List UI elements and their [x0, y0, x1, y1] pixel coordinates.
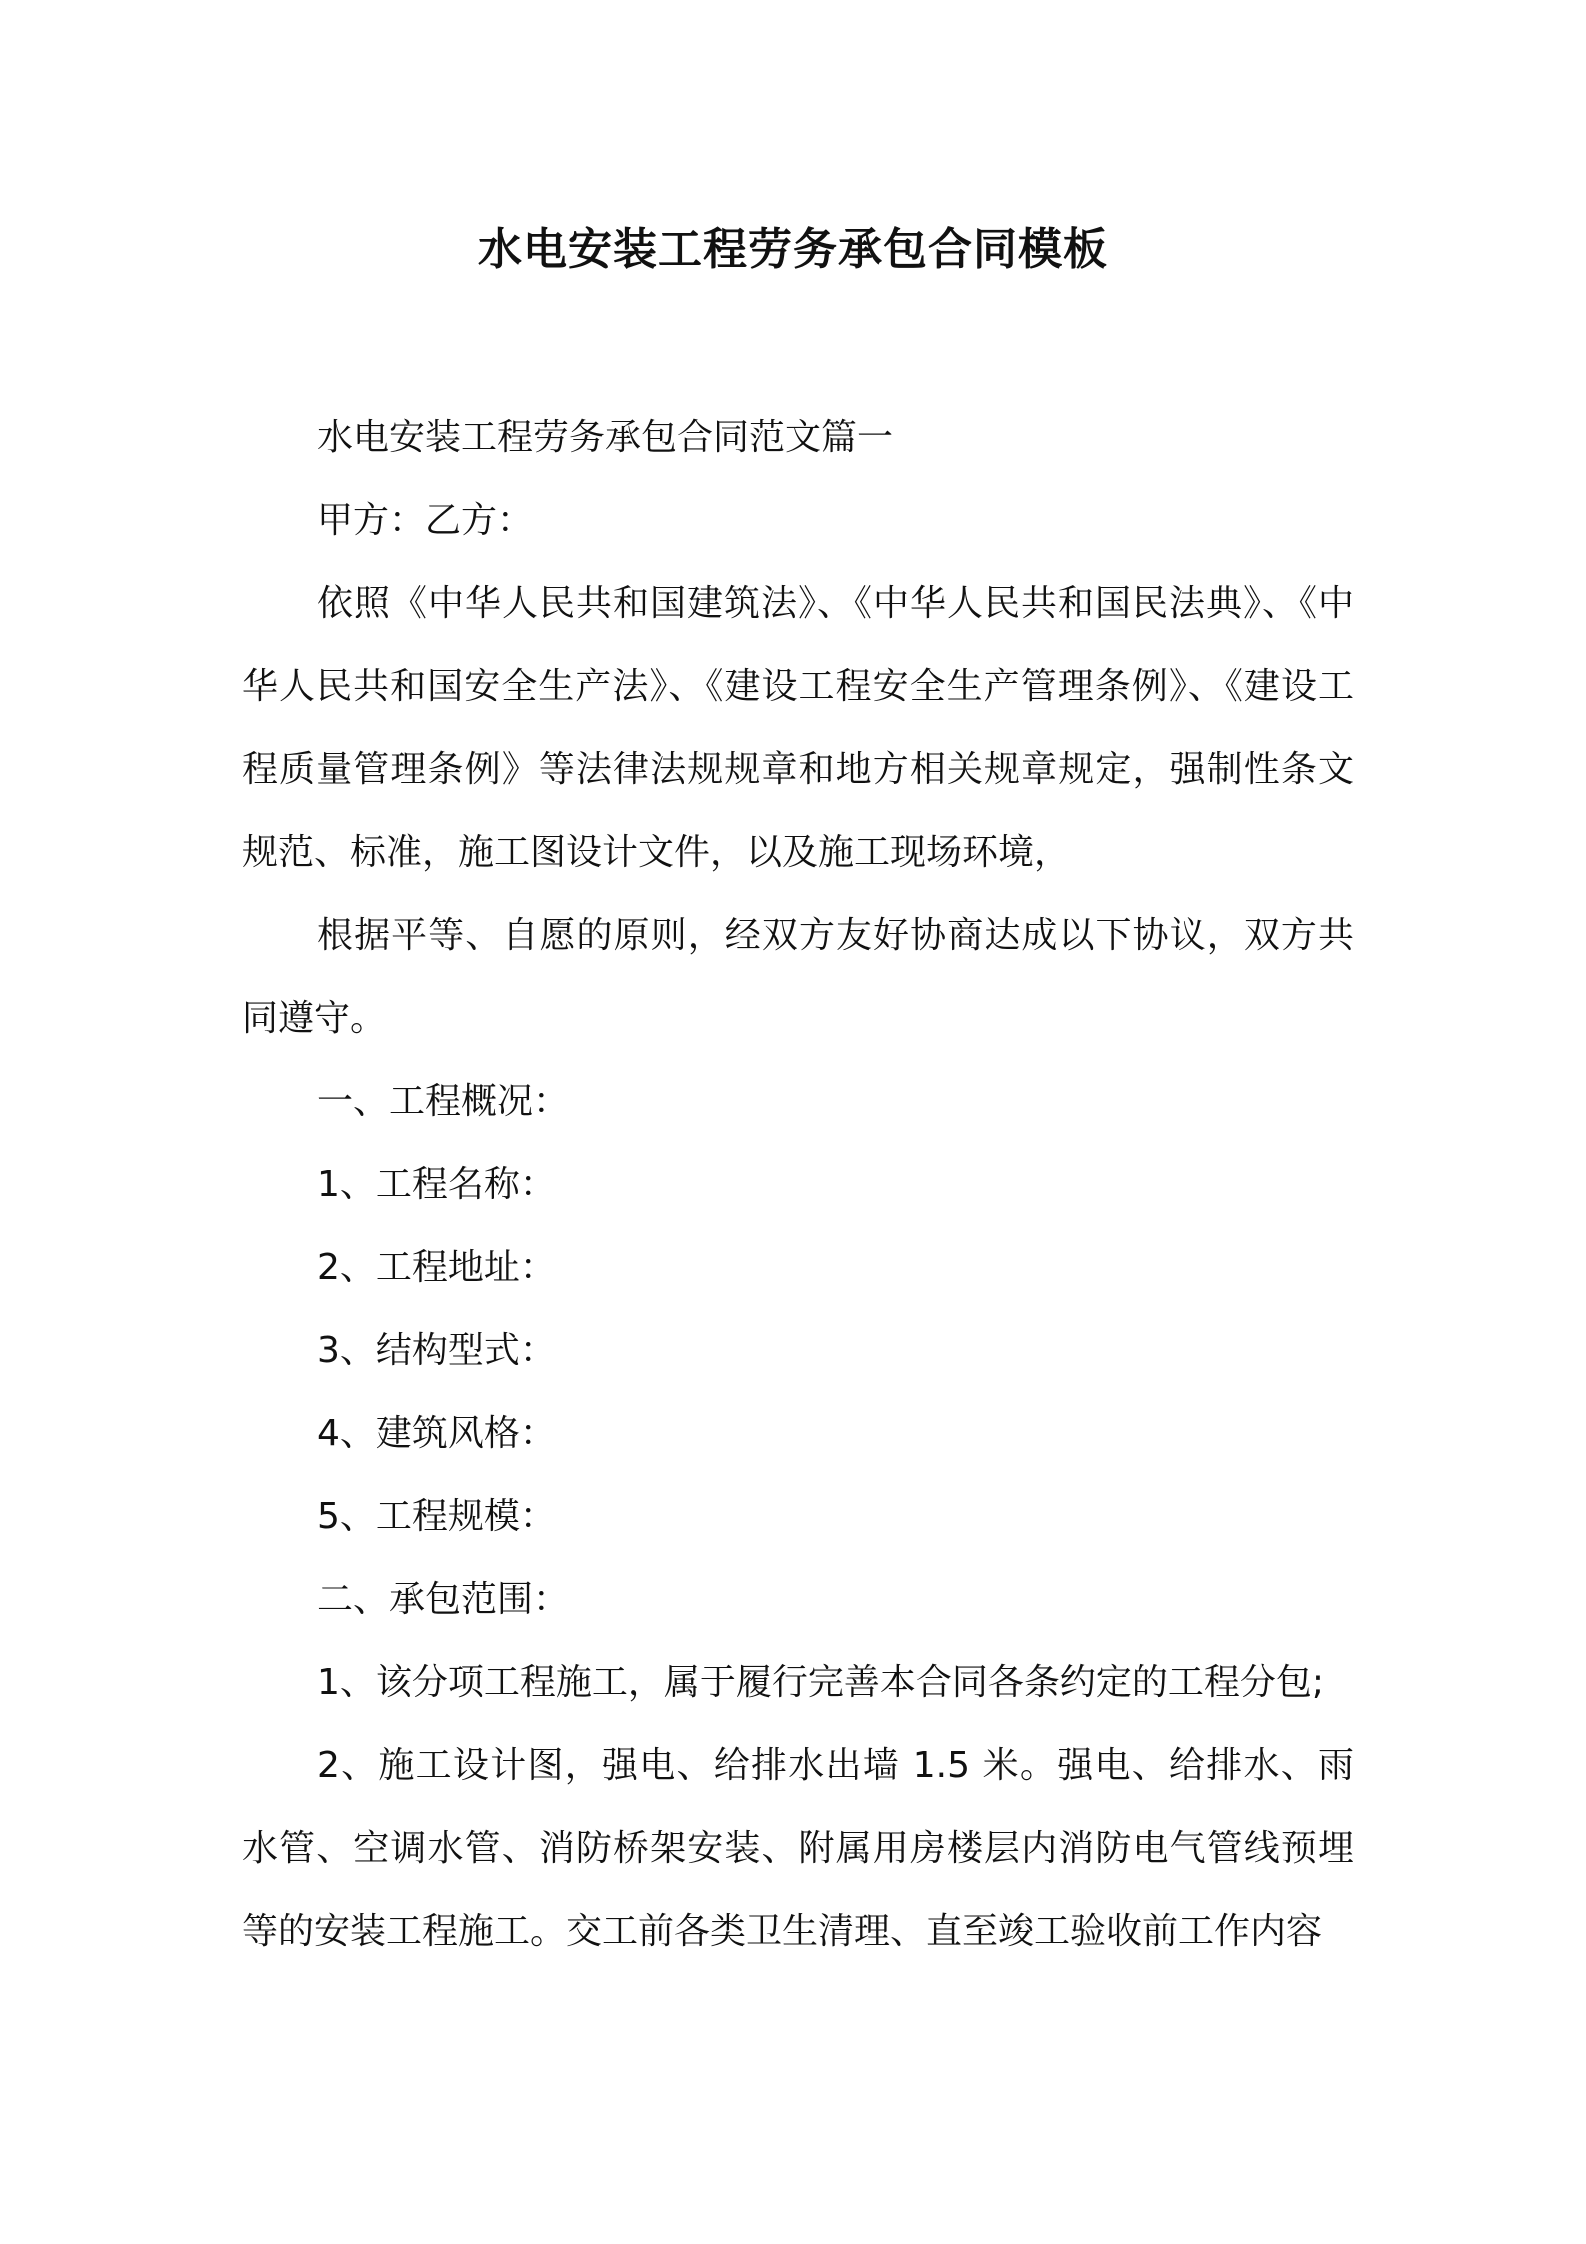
architectural-style-item: 4、建筑风格：: [317, 1413, 556, 1454]
scope-item-2: 2、施工设计图，强电、给排水出墙 1.5 米。强电、给排水、雨水管、空调水管、消防桥架安装、附属用房楼层内消防电气管线预埋等的安装工程施工。交工前各类卫生清理、直至竣工验收前工作内容: [242, 1745, 1354, 1952]
structure-type-item: 3、结构型式：: [317, 1330, 556, 1371]
section-heading-part-one: 水电安装工程劳务承包合同范文篇一: [317, 417, 894, 458]
scope-item-1: 1、该分项工程施工，属于履行完善本合同各条约定的工程分包;: [317, 1662, 1325, 1703]
project-name-item: 1、工程名称：: [317, 1164, 556, 1205]
document-body: [242, 396, 1354, 1973]
parties-line: 甲方：乙方：: [317, 500, 534, 541]
section-heading-project-overview: 一、工程概况：: [317, 1081, 570, 1122]
agreement-principle-paragraph: 根据平等、自愿的原则，经双方友好协商达成以下协议，双方共同遵守。: [242, 915, 1354, 1039]
legal-basis-paragraph: 依照《中华人民共和国建筑法》、《中华人民共和国民法典》、《中华人民共和国安全生产法》、《建设工程安全生产管理条例》、《建设工程质量管理条例》等法律法规规章和地方相关规章规定，强制性条文规范、标准，施工图设计文件，以及施工现场环境，: [242, 583, 1354, 873]
section-heading-contract-scope: 二、承包范围：: [317, 1579, 570, 1620]
project-address-item: 2、工程地址：: [317, 1247, 556, 1288]
project-scale-item: 5、工程规模：: [317, 1496, 556, 1537]
document-title: 水电安装工程劳务承包合同模板: [478, 224, 1108, 275]
